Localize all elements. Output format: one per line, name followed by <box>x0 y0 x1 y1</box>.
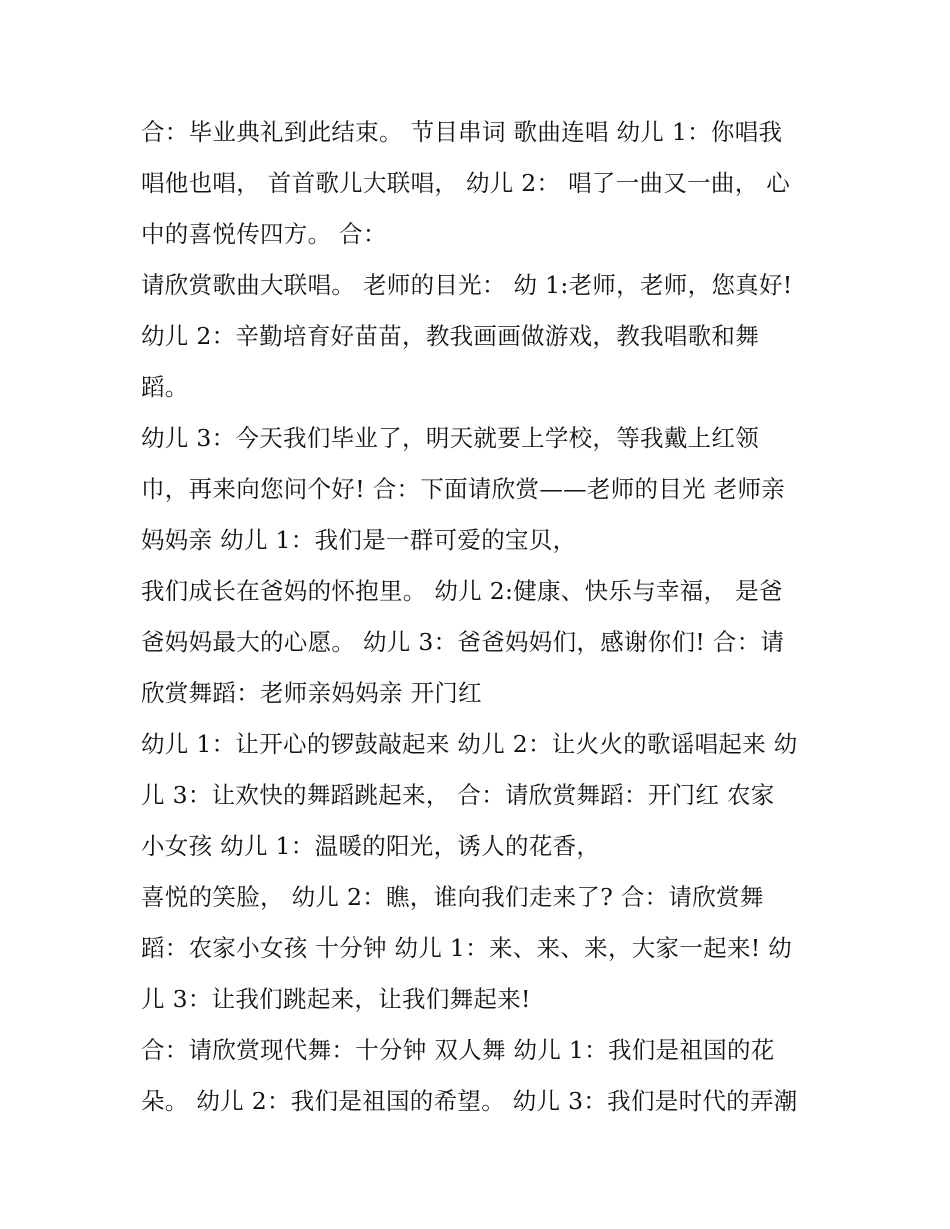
text-line: 幼儿 3：今天我们毕业了，明天就要上学校，等我戴上红领 <box>141 424 760 452</box>
text-line: 唱他也唱， 首首歌儿大联唱， 幼儿 2： 唱了一曲又一曲， 心 <box>141 169 791 197</box>
text-line: 蹈。 <box>141 373 189 401</box>
text-line: 合：毕业典礼到此结束。 节目串词 歌曲连唱 幼儿 1：你唱我 <box>141 118 783 146</box>
text-line: 欣赏舞蹈：老师亲妈妈亲 开门红 <box>141 679 482 707</box>
document-body <box>141 107 821 1127</box>
text-line: 合：请欣赏现代舞：十分钟 双人舞 幼儿 1：我们是祖国的花 <box>141 1036 775 1064</box>
text-line: 蹈：农家小女孩 十分钟 幼儿 1：来、来、来，大家一起来! 幼 <box>141 934 793 962</box>
text-line: 中的喜悦传四方。 合： <box>141 220 387 248</box>
text-line: 我们成长在爸妈的怀抱里。 幼儿 2:健康、快乐与幸福， 是爸 <box>141 577 783 605</box>
text-line: 巾，再来向您问个好! 合：下面请欣赏——老师的目光 老师亲 <box>141 475 786 503</box>
text-line: 请欣赏歌曲大联唱。 老师的目光： 幼 1:老师，老师，您真好! <box>141 271 793 299</box>
text-line: 幼儿 1：让开心的锣鼓敲起来 幼儿 2：让火火的歌谣唱起来 幼 <box>141 730 798 758</box>
text-line: 小女孩 幼儿 1：温暖的阳光，诱人的花香， <box>141 832 601 860</box>
text-line: 儿 3：让我们跳起来，让我们舞起来! <box>141 985 531 1013</box>
text-line: 儿 3：让欢快的舞蹈跳起来， 合：请欣赏舞蹈：开门红 农家 <box>141 781 775 809</box>
text-line: 爸妈妈最大的心愿。 幼儿 3：爸爸妈妈们，感谢你们! 合：请 <box>141 628 785 656</box>
text-line: 妈妈亲 幼儿 1：我们是一群可爱的宝贝， <box>141 526 577 554</box>
text-line: 幼儿 2：辛勤培育好苗苗，教我画画做游戏，教我唱歌和舞 <box>141 322 760 350</box>
text-line: 朵。 幼儿 2：我们是祖国的希望。 幼儿 3：我们是时代的弄潮 <box>141 1087 798 1115</box>
text-line: 喜悦的笑脸， 幼儿 2：瞧，谁向我们走来了? 合：请欣赏舞 <box>141 883 764 911</box>
